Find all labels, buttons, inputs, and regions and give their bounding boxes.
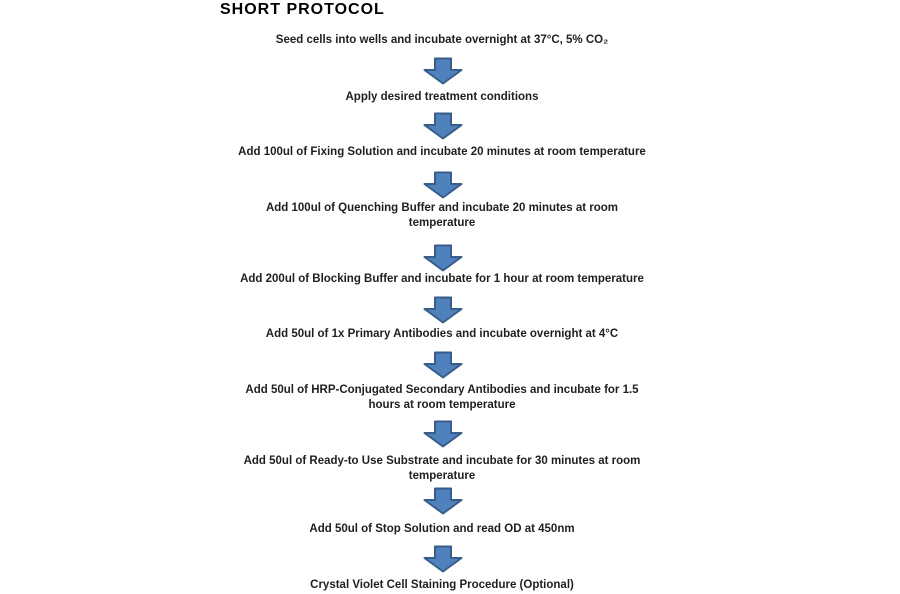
page-title: SHORT PROTOCOL bbox=[220, 1, 385, 18]
down-arrow-shape bbox=[425, 298, 462, 323]
down-arrow-icon bbox=[423, 351, 463, 379]
down-arrow-shape bbox=[425, 59, 462, 84]
step-text-line: Add 100ul of Quenching Buffer and incubate 20 minutes at room bbox=[265, 202, 619, 214]
down-arrow-icon bbox=[423, 112, 463, 140]
down-arrow-icon bbox=[423, 57, 463, 85]
down-arrow-icon bbox=[423, 420, 463, 448]
step-text-line: Apply desired treatment conditions bbox=[345, 91, 539, 103]
step-10-crystal-violet bbox=[0, 578, 884, 593]
down-arrow-icon bbox=[423, 244, 463, 272]
step-7-secondary-antibodies bbox=[0, 383, 884, 412]
step-2-apply-treatment bbox=[0, 90, 884, 105]
step-3-fixing-solution bbox=[0, 145, 884, 160]
down-arrow-icon bbox=[423, 171, 463, 199]
step-8-substrate bbox=[0, 454, 884, 483]
down-arrow-shape bbox=[425, 422, 462, 447]
down-arrow-shape bbox=[425, 353, 462, 378]
step-text-line: Crystal Violet Cell Staining Procedure (Optional) bbox=[310, 579, 574, 591]
step-9-stop-solution bbox=[0, 522, 884, 537]
down-arrow-icon bbox=[423, 545, 463, 573]
down-arrow-shape bbox=[425, 173, 462, 198]
step-text-line: Seed cells into wells and incubate overnight at 37°C, 5% CO₂ bbox=[275, 34, 609, 46]
step-4-quenching-buffer bbox=[0, 201, 884, 230]
down-arrow-shape bbox=[425, 489, 462, 514]
step-text-line: Add 50ul of 1x Primary Antibodies and incubate overnight at 4°C bbox=[265, 328, 619, 340]
step-text-line: Add 200ul of Blocking Buffer and incubate for 1 hour at room temperature bbox=[240, 273, 644, 285]
down-arrow-shape bbox=[425, 547, 462, 572]
step-text-line: hours at room temperature bbox=[368, 398, 516, 411]
step-text-line: temperature bbox=[408, 216, 476, 229]
step-text-line: Add 100ul of Fixing Solution and incubate 20 minutes at room temperature bbox=[238, 146, 646, 158]
down-arrow-shape bbox=[425, 114, 462, 139]
step-text-line: Add 50ul of Stop Solution and read OD at 450nm bbox=[309, 523, 575, 535]
down-arrow-icon bbox=[423, 487, 463, 515]
down-arrow-shape bbox=[425, 246, 462, 271]
down-arrow-icon bbox=[423, 296, 463, 324]
step-6-primary-antibodies bbox=[0, 327, 884, 342]
step-text-line: Add 50ul of HRP-Conjugated Secondary Antibodies and incubate for 1.5 bbox=[245, 384, 639, 396]
step-5-blocking-buffer bbox=[0, 272, 884, 287]
step-text-line: temperature bbox=[408, 469, 476, 482]
step-1-seed-cells bbox=[0, 33, 884, 48]
step-text-line: Add 50ul of Ready-to Use Substrate and incubate for 30 minutes at room bbox=[243, 455, 641, 467]
